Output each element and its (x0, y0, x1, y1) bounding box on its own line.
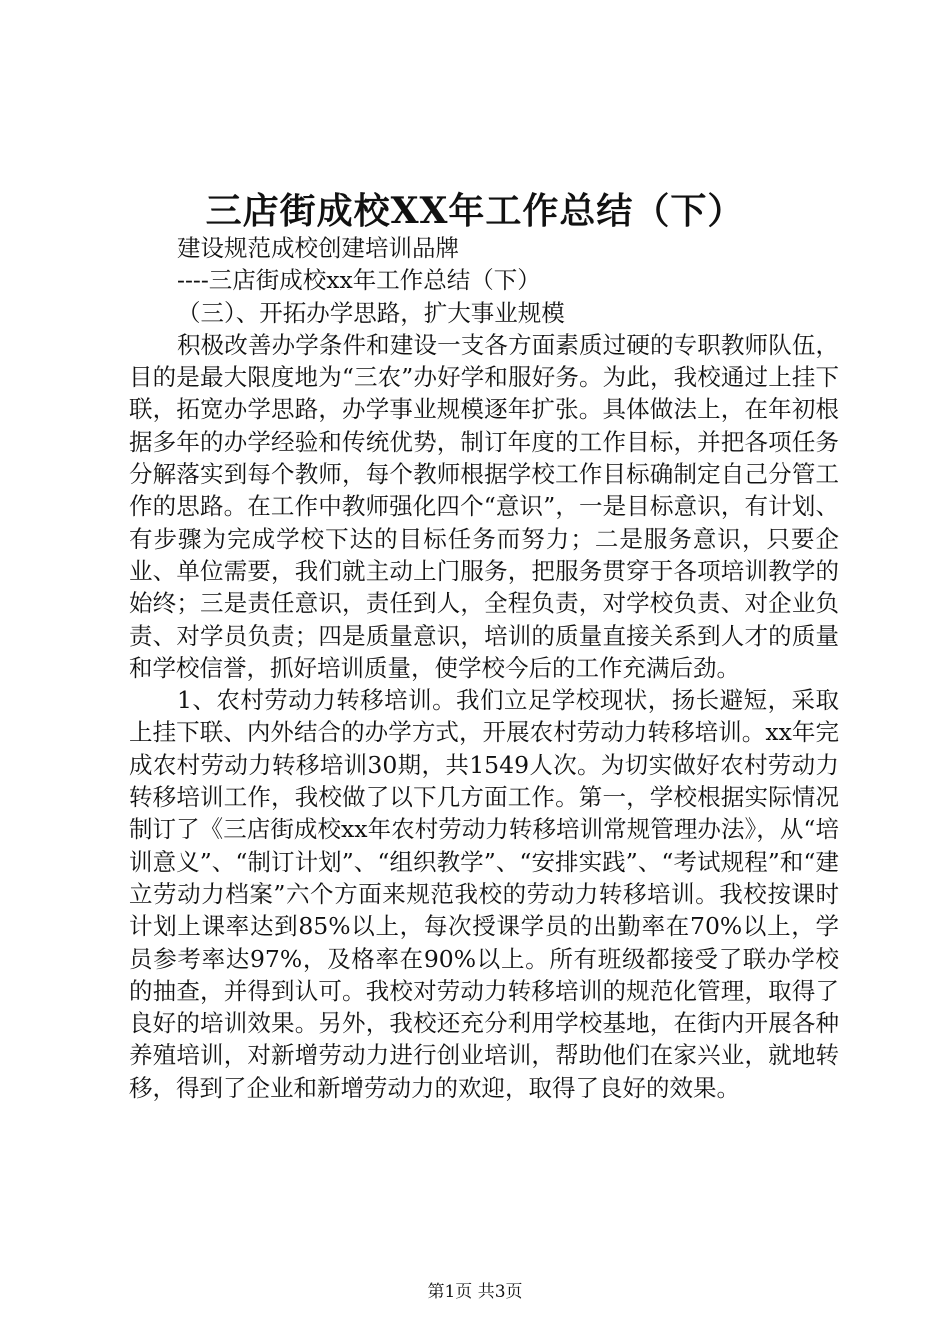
subtitle-line-2: ----三店街成校xx年工作总结（下） (177, 266, 541, 295)
document-title: 三店街成校XX年工作总结（下） (205, 190, 745, 232)
page-footer: 第1页 共3页 (427, 1282, 523, 1302)
subtitle-line-1: 建设规范成校创建培训品牌 (177, 234, 459, 262)
body-paragraph: 积极改善办学条件和建设一支各方面素质过硬的专职教师队伍，目的是最大限度地为“三农”办好学和服好务。为此，我校通过上挂下联，拓宽办学思路，办学事业规模逐年扩张。具体做法上，在年初根据多年的办学经验和传统优势，制订年度的工作目标，并把各项任务分解落实到每个教师，每个教师根据学校工作目标确制定自己分管工作的思路。在工作中教师强化四个“意识”，一是目标意识，有计划、有步骤为完成学校下达的目标任务而努力；二是服务意识，只要企业、单位需要，我们就主动上门服务，把服务贯穿于各项培训教学的始终；三是责任意识，责任到人，全程负责，对学校负责、对企业负责、对学员负责；四是质量意识，培训的质量直接关系到人才的质量和学校信誉，抓好培训质量，使学校今后的工作充满后劲。 (129, 330, 839, 682)
section-heading: （三）、开拓办学思路，扩大事业规模 (177, 298, 565, 327)
document-body (129, 232, 839, 1104)
body-paragraph: 1、农村劳动力转移培训。我们立足学校现状，扬长避短，采取上挂下联、内外结合的办学方式，开展农村劳动力转移培训。xx年完成农村劳动力转移培训30期，共1549人次。为切实做好农村劳动力转移培训工作，我校做了以下几方面工作。第一，学校根据实际情况制订了《三店街成校xx年农村劳动力转移培训常规管理办法》，从“培训意义”、“制订计划”、“组织教学”、“安排实践”、“考试规程”和“建立劳动力档案”六个方面来规范我校的劳动力转移培训。我校按课时计划上课率达到85%以上，每次授课学员的出勤率在70%以上，学员参考率达97%，及格率在90%以上。所有班级都接受了联办学校的抽查，并得到认可。我校对劳动力转移培训的规范化管理，取得了良好的培训效果。另外，我校还充分利用学校基地，在街内开展各种养殖培训，对新增劳动力进行创业培训，帮助他们在家兴业，就地转移，得到了企业和新增劳动力的欢迎，取得了良好的效果。 (129, 686, 839, 1102)
